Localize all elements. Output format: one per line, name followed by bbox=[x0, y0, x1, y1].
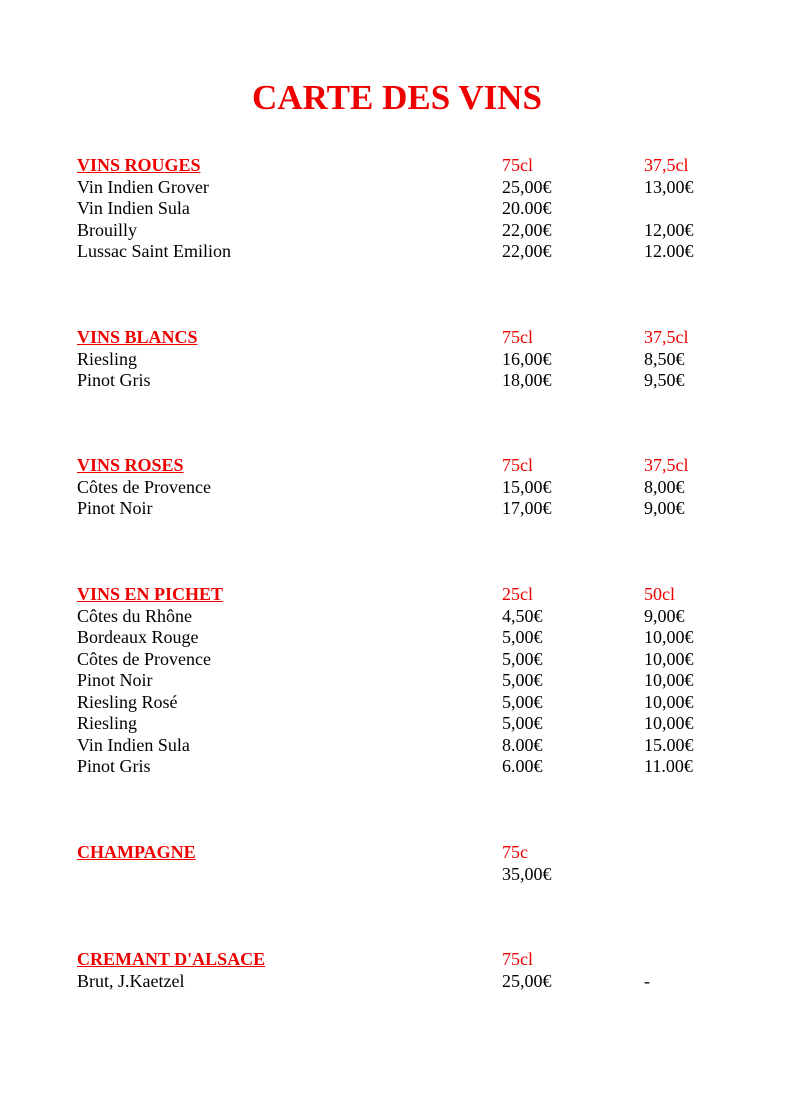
wine-price: 5,00€ bbox=[502, 627, 543, 647]
wine-row bbox=[77, 692, 757, 714]
wine-name: Pinot Noir bbox=[77, 498, 153, 518]
wine-row bbox=[77, 735, 757, 757]
wine-price: 9,00€ bbox=[644, 605, 685, 626]
wine-name: Brut, J.Kaetzel bbox=[77, 970, 185, 991]
wine-name: Pinot Gris bbox=[77, 370, 151, 390]
section-header bbox=[77, 455, 757, 477]
wine-row bbox=[77, 477, 757, 499]
section-vins-blancs bbox=[77, 327, 757, 392]
section-title: VINS ROSES bbox=[77, 455, 184, 475]
wine-price: 15.00€ bbox=[644, 734, 694, 755]
wine-row bbox=[77, 756, 757, 778]
section-header bbox=[77, 949, 757, 971]
wine-name: Riesling bbox=[77, 713, 138, 733]
section-header bbox=[77, 327, 757, 349]
wine-price: 9,50€ bbox=[644, 370, 685, 390]
wine-row bbox=[77, 670, 757, 692]
wine-price: 22,00€ bbox=[502, 241, 552, 261]
wine-price: 10,00€ bbox=[644, 691, 694, 712]
wine-price: 10,00€ bbox=[644, 648, 694, 669]
wine-name: Vin Indien Grover bbox=[77, 176, 209, 197]
wine-row bbox=[77, 241, 757, 263]
wine-price: 16,00€ bbox=[502, 348, 552, 369]
wine-name: Pinot Noir bbox=[77, 670, 153, 690]
wine-row bbox=[77, 864, 757, 886]
section-title: VINS BLANCS bbox=[77, 327, 198, 347]
size-label: 75cl bbox=[502, 455, 533, 475]
wine-row bbox=[77, 627, 757, 649]
wine-price: 12.00€ bbox=[644, 241, 694, 261]
wine-price: 4,50€ bbox=[502, 605, 543, 626]
wine-price: 5,00€ bbox=[502, 648, 543, 669]
wine-price: 20.00€ bbox=[502, 198, 552, 218]
wine-price: 8,50€ bbox=[644, 348, 685, 369]
size-label: 37,5cl bbox=[644, 455, 689, 475]
wine-price: 11.00€ bbox=[644, 756, 693, 776]
section-vins-rouges bbox=[77, 155, 757, 263]
size-label: 75cl bbox=[502, 949, 533, 969]
size-label: 37,5cl bbox=[644, 155, 689, 175]
wine-row bbox=[77, 606, 757, 628]
wine-row bbox=[77, 220, 757, 242]
wine-price: 18,00€ bbox=[502, 370, 552, 390]
wine-row bbox=[77, 177, 757, 199]
wine-row bbox=[77, 498, 757, 520]
section-header bbox=[77, 842, 757, 864]
wine-price: 22,00€ bbox=[502, 219, 552, 240]
wine-price: 25,00€ bbox=[502, 970, 552, 991]
section-title: VINS EN PICHET bbox=[77, 584, 224, 604]
size-label: 37,5cl bbox=[644, 327, 689, 347]
wine-row bbox=[77, 349, 757, 371]
size-label: 50cl bbox=[644, 584, 675, 604]
wine-price: 25,00€ bbox=[502, 176, 552, 197]
size-label: 75cl bbox=[502, 327, 533, 347]
wine-name: Côtes de Provence bbox=[77, 476, 211, 497]
wine-price: 10,00€ bbox=[644, 670, 694, 690]
wine-row bbox=[77, 649, 757, 671]
wine-name: Lussac Saint Emilion bbox=[77, 241, 231, 261]
wine-name: Riesling Rosé bbox=[77, 691, 178, 712]
section-title: CREMANT D'ALSACE bbox=[77, 949, 266, 969]
wine-name: Brouilly bbox=[77, 219, 138, 240]
wine-price: 12,00€ bbox=[644, 219, 694, 240]
wine-price: 17,00€ bbox=[502, 498, 552, 518]
wine-row bbox=[77, 198, 757, 220]
size-label: 25cl bbox=[502, 584, 533, 604]
wine-price: - bbox=[644, 970, 650, 991]
section-cremant-dalsace bbox=[77, 949, 757, 992]
section-header bbox=[77, 584, 757, 606]
wine-price: 35,00€ bbox=[502, 863, 552, 884]
section-vins-en-pichet bbox=[77, 584, 757, 778]
wine-name: Riesling bbox=[77, 348, 138, 369]
wine-price: 8.00€ bbox=[502, 734, 543, 755]
wine-name: Pinot Gris bbox=[77, 756, 151, 776]
wine-row bbox=[77, 713, 757, 735]
wine-name: Vin Indien Sula bbox=[77, 734, 190, 755]
section-title: CHAMPAGNE bbox=[77, 842, 196, 862]
wine-price: 8,00€ bbox=[644, 476, 685, 497]
size-label: 75c bbox=[502, 842, 528, 862]
wine-price: 10,00€ bbox=[644, 627, 694, 647]
wine-name: Côtes du Rhône bbox=[77, 605, 192, 626]
wine-price: 5,00€ bbox=[502, 670, 543, 690]
wine-name: Bordeaux Rouge bbox=[77, 627, 199, 647]
wine-price: 5,00€ bbox=[502, 713, 543, 733]
page-title: CARTE DES VINS bbox=[252, 78, 542, 117]
wine-price: 5,00€ bbox=[502, 691, 543, 712]
wine-price: 6.00€ bbox=[502, 756, 543, 776]
section-header bbox=[77, 155, 757, 177]
wine-price: 15,00€ bbox=[502, 476, 552, 497]
wine-row bbox=[77, 971, 757, 993]
section-vins-roses bbox=[77, 455, 757, 520]
wine-price: 10,00€ bbox=[644, 713, 694, 733]
wine-price: 9,00€ bbox=[644, 498, 685, 518]
size-label: 75cl bbox=[502, 155, 533, 175]
section-champagne bbox=[77, 842, 757, 885]
wine-name: Côtes de Provence bbox=[77, 648, 211, 669]
wine-price: 13,00€ bbox=[644, 176, 694, 197]
wine-row bbox=[77, 370, 757, 392]
section-title: VINS ROUGES bbox=[77, 155, 201, 175]
wine-name: Vin Indien Sula bbox=[77, 198, 190, 218]
